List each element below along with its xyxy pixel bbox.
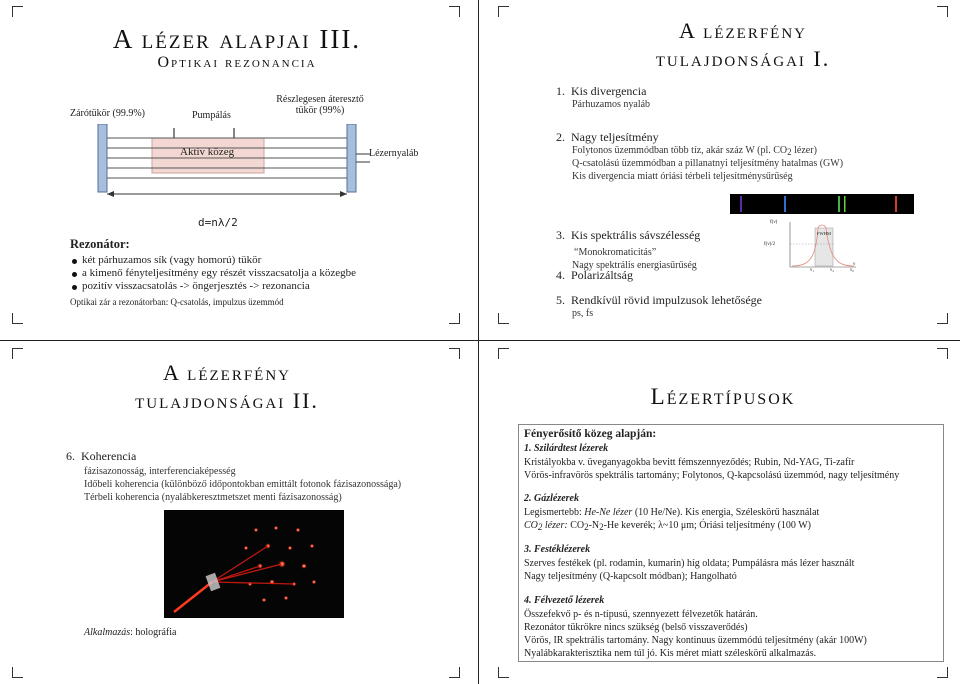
slide-properties-1	[498, 6, 948, 324]
property-rovid-impulzusok: 5. Rendkívül rövid impulzusok lehetősége	[556, 293, 762, 307]
slide-title-line-1: A lézerfény	[679, 18, 807, 43]
resonator-heading: Rezonátor:	[70, 237, 130, 251]
slide-laser-basics-3	[12, 6, 460, 324]
section-line: CO2 lézer: CO2-N2-He keverék; λ~10 μm; Óriási teljesítmény (100 W)	[524, 520, 811, 532]
section-heading-dye: 3. Festéklézerek	[524, 544, 591, 555]
graph-label: ν₀	[850, 268, 855, 273]
slide-properties-2	[12, 348, 460, 678]
detail-text: Párhuzamos nyaláb	[572, 99, 651, 110]
box-heading: Fényerősítő közeg alapján:	[524, 428, 657, 440]
section-line: Rezonátor tükrökre nincs szükség (belső visszaverődés)	[524, 622, 748, 633]
section-line: Vörös-infravörös spektrális tartomány; Folytonos, Q-kapcsolású üzemmód, nagy teljesítmény	[524, 470, 900, 481]
label-full-mirror: Zárótükör (99.9%)	[70, 108, 145, 119]
section-line: Vörös, IR spektrális tartomány. Nagy kontinuus üzemmódú teljesítmény (akár 100W)	[524, 635, 867, 646]
slide-title: Lézertípusok	[650, 384, 796, 409]
distance-arrow	[107, 191, 347, 197]
section-line: Legismertebb: He-Ne lézer (10 He/Ne). Kis energia, Széleskörű használat	[524, 507, 820, 518]
detail-text: Nagy spektrális energiasűrűség	[572, 260, 697, 271]
graph-label: f(ν)	[770, 220, 778, 225]
section-line: Kristályokba v. üveganyagokba bevitt fémszennyeződés; Rubin, Nd-YAG, Ti-zafír	[524, 457, 855, 468]
detail-text: fázisazonosság, interferenciaképesség	[84, 466, 236, 477]
property-kis-divergencia: 1. Kis divergencia	[556, 84, 647, 98]
bullet-item: két párhuzamos sík (vagy homorú) tükör	[72, 254, 452, 267]
property-polarizaltsag: 4. Polarizáltság	[556, 268, 633, 282]
label-pumping: Pumpálás	[192, 110, 231, 121]
property-spektralis: 3. Kis spektrális sávszélesség	[556, 228, 701, 242]
output-beam	[356, 154, 370, 162]
slide-title-line-2: tulajdonságai II.	[135, 388, 319, 413]
hologram-image	[164, 510, 344, 618]
spectrum-image	[730, 194, 914, 214]
section-heading-semiconductor: 4. Félvezető lézerek	[524, 595, 605, 606]
label-laser-beam: Lézernyaláb	[369, 148, 419, 159]
slide-title-line-2: tulajdonságai I.	[655, 46, 831, 71]
slide-laser-types	[498, 348, 948, 678]
detail-text: Kis divergencia miatt óriási térbeli teljesítménysűrűség	[572, 171, 793, 182]
vertical-divider	[478, 0, 479, 342]
note-text: Optikai zár a rezonátorban: Q-csatolás, impulzus üzemmód	[70, 297, 284, 307]
bullet-item: a kimenő fényteljesítmény egy részét visszacsatolja a közegbe	[72, 267, 452, 280]
label-active-medium: Aktív közeg	[180, 146, 235, 158]
label-condition: d=nλ/2	[198, 216, 238, 229]
section-heading-gas: 2. Gázlézerek	[524, 493, 579, 504]
property-nagy-teljesitmeny: 2. Nagy teljesítmény	[556, 130, 659, 144]
section-heading-solid-state: 1. Szilárdtest lézerek	[524, 443, 609, 454]
section-line: Nagy teljesítmény (Q-kapcsolt módban); Hangolható	[524, 571, 737, 582]
detail-text: Q-csatolású üzemmódban a pillanatnyi teljesítmény hatalmas (GW)	[572, 158, 844, 169]
graph-label: FWHM	[817, 231, 832, 236]
label-partial-mirror: Részlegesen áteresztő tükör (99%)	[276, 94, 364, 116]
detail-text: Időbeli koherencia (különböző időpontokban emittált fotonok fázisazonossága)	[84, 479, 402, 490]
graph-label: f(ν)/2	[764, 242, 776, 247]
section-line: Szerves festékek (pl. rodamin, kumarin) híg oldata; Pumpálásra más lézer használt	[524, 558, 855, 569]
detail-text: Térbeli koherencia (nyalábkeresztmetszet menti fázisazonosság)	[84, 492, 342, 503]
bullet-list	[72, 254, 452, 293]
detail-text: “Monokromaticitás”	[574, 247, 657, 258]
vertical-divider-bottom	[478, 342, 479, 684]
section-line: Nyalábkarakterisztika nem túl jó. Kis méret miatt széleskörű alkalmazás.	[524, 648, 817, 659]
horizontal-divider	[0, 340, 960, 341]
caption-holography: Alkalmazás: holográfia	[84, 627, 177, 638]
slide-title: A lézer alapjai III.	[112, 24, 362, 54]
detail-text: Folytonos üzemmódban több tíz, akár száz W (pl. CO2 lézer)	[572, 145, 817, 157]
full-mirror	[98, 124, 107, 192]
bullet-item: pozitív visszacsatolás -> öngerjesztés -> rezonancia	[72, 280, 452, 293]
partial-mirror	[347, 124, 356, 192]
property-koherencia: 6. Koherencia	[66, 449, 137, 463]
graph-label: ν	[853, 262, 856, 267]
graph-label: ν₁	[810, 268, 815, 273]
linewidth-graph	[760, 220, 860, 274]
slide-subtitle: Optikai rezonancia	[157, 54, 317, 71]
detail-text: ps, fs	[572, 308, 594, 319]
graph-label: ν₂	[830, 268, 835, 273]
slide-title-line-1: A lézerfény	[163, 360, 291, 385]
section-line: Összefekvő p- és n-típusú, szennyezett félvezetők határán.	[524, 609, 758, 620]
resonator-diagram	[92, 124, 422, 244]
